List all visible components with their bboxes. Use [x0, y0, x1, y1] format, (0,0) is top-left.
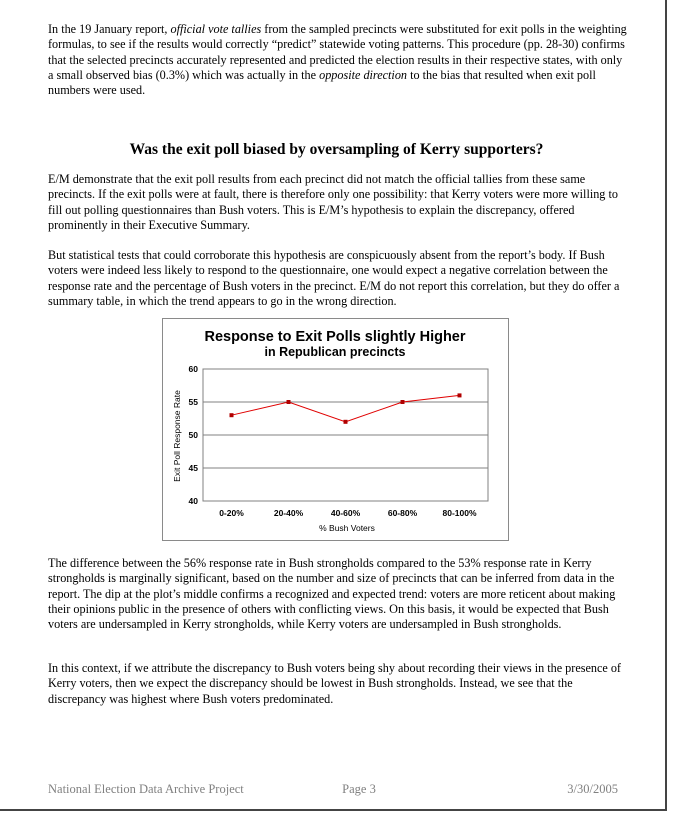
x-tick-label: 40-60% [330, 508, 361, 518]
data-point [458, 393, 462, 397]
text-run: But statistical tests that could corroborate this hypothesis are conspicuously absent from the report’s body. If Bush voters were indeed less likely to respond to the questionnaire, one would expect a negative correlation between the response rate and the percentage of Bush voters in the precinct. E/M do not report this correlation, but they do offer a summary table, in which the trend appears to go in the wrong direction. [48, 248, 620, 308]
italic-phrase: opposite direction [319, 67, 408, 82]
paragraph-statistical-tests [48, 248, 628, 309]
section-heading: Was the exit poll biased by oversampling of Kerry supporters? [129, 141, 544, 158]
footer-project-name: National Election Data Archive Project [48, 782, 244, 796]
italic-phrase: official vote tallies [170, 22, 262, 36]
data-point [287, 400, 291, 404]
y-tick-label: 45 [188, 463, 198, 473]
series-line [232, 395, 460, 421]
x-tick-label: 80-100% [442, 508, 477, 518]
text-run: In the 19 January report, [48, 22, 171, 36]
x-tick-labels [219, 508, 477, 518]
x-tick-label: 0-20% [219, 508, 244, 518]
data-point [401, 400, 405, 404]
paragraph-response-difference [48, 556, 628, 632]
x-tick-label: 20-40% [273, 508, 304, 518]
chart-title: Response to Exit Polls slightly Higher [204, 329, 466, 345]
text-run: In this context, if we attribute the discrepancy to Bush voters being shy about recording their views in the presence of Kerry voters, then we expect the discrepancy should be lowest in Bush strongholds. Instead, we see that the discrepancy was highest where Bush voters predominated. [48, 661, 621, 706]
text-run: The difference between the 56% response rate in Bush strongholds compared to the 53% response rate in Kerry strongholds is marginally significant, based on the number and size of precincts that can be inferred from data in the report. The dip at the plot’s middle confirms a recognized and expected trend: voters are more reticent about making their opinions public in the presence of others with conflicting views. On this basis, it would be expected that Bush voters are undersampled in Kerry strongholds, while Kerry voters are undersampled in Bush strongholds. [48, 556, 616, 632]
y-tick-label: 50 [188, 430, 198, 440]
y-tick-label: 40 [188, 496, 198, 506]
y-tick-label: 55 [188, 397, 198, 407]
paragraph-official-tallies [48, 22, 628, 98]
data-points [230, 393, 462, 423]
text-run: E/M demonstrate that the exit poll results from each precinct did not match the official tallies from these same precincts. If the exit polls were at fault, there is therefore only one possibility: that Kerry voters were more willing to fill out polling questionnaires than Bush voters. This is E/M’s hypothesis to explain the discrepancy, offered prominently in their Executive Summary. [48, 172, 618, 232]
text-run: from the sampled precincts were substituted for exit polls in the weighting formulas, to see if the results would correctly “predict” statewide voting patterns. This procedure (pp. 28-30) confirms that the selected precincts accurately represented and predicted the election results in their respective states, with only a small observed bias (0.3%) which was actually in the [48, 22, 627, 82]
y-axis-label: Exit Poll Response Rate [172, 390, 182, 482]
data-point [230, 413, 234, 417]
x-axis-label: % Bush Voters [319, 523, 375, 533]
response-rate-chart [162, 318, 509, 541]
chart-svg [163, 319, 508, 540]
paragraph-em-hypothesis [48, 172, 628, 233]
footer-page-number: Page 3 [342, 782, 376, 796]
text-run: to the bias that resulted when exit poll numbers were used. [48, 67, 596, 98]
chart-subtitle: in Republican precincts [264, 345, 406, 359]
x-tick-label: 60-80% [387, 508, 418, 518]
paragraph-discrepancy-context [48, 661, 628, 707]
y-tick-labels [189, 364, 199, 506]
footer-date: 3/30/2005 [567, 782, 618, 796]
y-tick-label: 60 [188, 364, 198, 374]
data-point [344, 420, 348, 424]
